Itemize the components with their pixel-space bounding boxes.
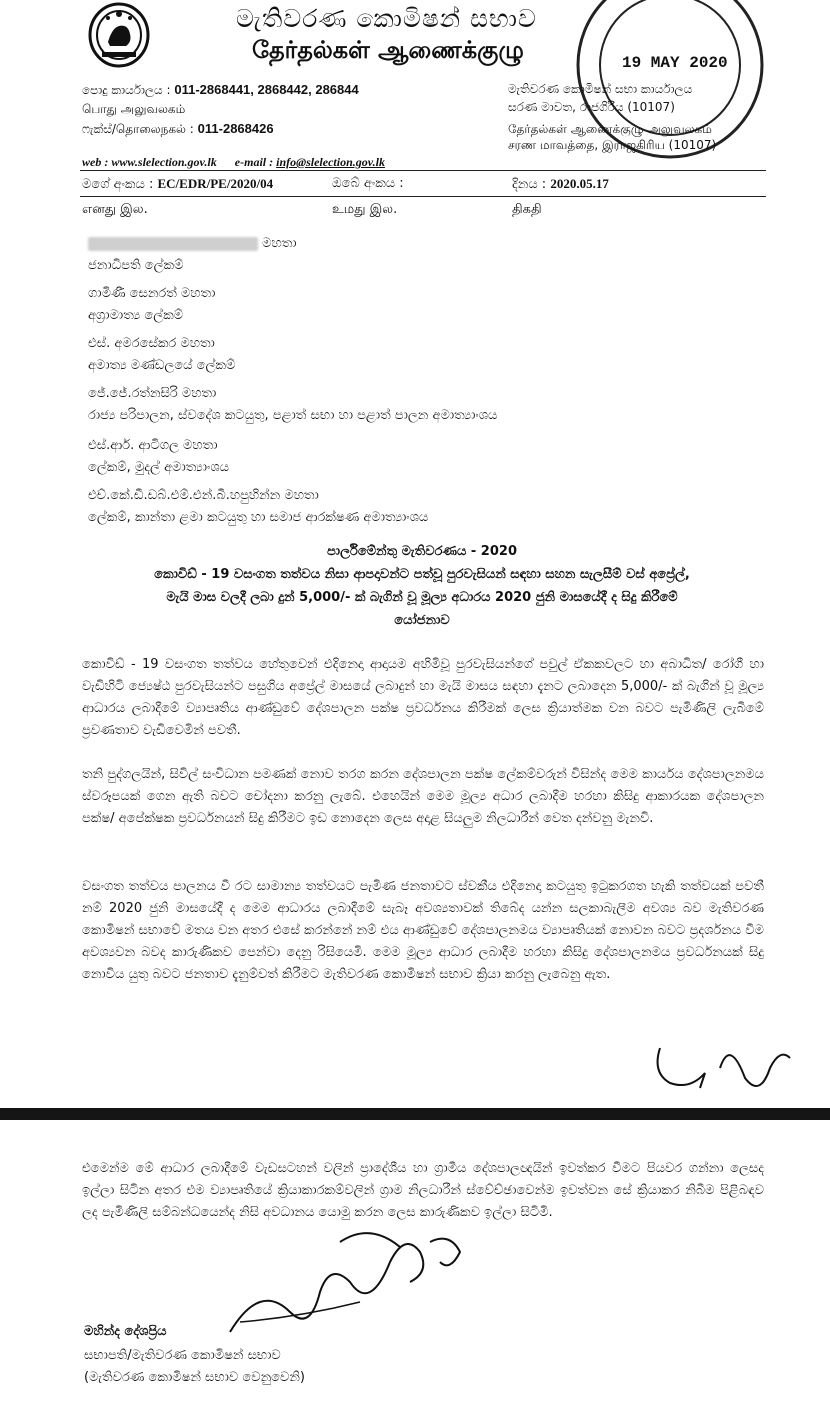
fax-number: 011-2868426 [197,121,274,136]
stamp-date: 19 MAY 2020 [622,54,728,72]
my-ref-value: EC/EDR/PE/2020/04 [157,176,274,191]
header-rule [80,170,766,171]
subject-block [82,540,762,632]
address-sinhala-1: මැතිවරණ කොමිෂන් සභා කාර්යාලය [508,82,693,96]
recipient-2-title: අග්‍රාමාත්‍ය ලේකම් [88,308,184,323]
web-email-line [82,155,385,170]
fax-label: ෆැක්ස්/தொலைநகல் : [82,122,194,136]
address-tamil-2: சரண மாவத்தை, இராஜகிரிய (10107) [508,138,717,152]
initials-signature [650,1028,800,1108]
phone-label-tamil: பொது அலுவலகம் [82,102,186,116]
recipient-6-name: එච්.කේ.ඩී.ඩබ්.එම්.එන්.බී.හපුහින්න මහතා [88,488,319,503]
your-ref-label-tamil: உமது இல. [332,202,398,217]
sri-lanka-emblem-icon [88,2,150,68]
phone-label: පොදු කාර්යාලය : [82,83,171,97]
date-label-tamil: திகதி [512,202,542,217]
recipient-3-title: අමාත්‍ය මණ්ඩලයේ ලේකම් [88,358,236,373]
recipient-5-name: එස්.ආර්. ආටිගල මහතා [88,438,218,453]
subject-line-2: කොවිඩ් - 19 වසංගත තත්වය නිසා ආපදාවන්ට පත්වූ පුරවැසියන් සඳහා සහන සැලසීම් වස් අප්‍රේල්, [154,567,690,582]
page-divider [0,1108,830,1120]
my-ref-label: මගේ අංකය : [82,177,154,192]
body-paragraph-4: එමෙන්ම මේ ආධාර ලබාදීමේ වැඩසටහන් වලින් ප්‍රාදේශීය හා ග්‍රාමීය දේශපාලඥයින් ඉවත්කර වීමට පියවර ගන්නා ලෙසද ඉල්ලා සිටින අතර එම ව්‍යාපෘතියේ ක්‍රියාකාරකම්වලින් ග්‍රාම නිලධාරීන් ස්වේච්ඡාවෙන්ම ඉවත්වන සේ ක්‍රියාකර නිබීම පිළිබඳව ලද පැමිණිලි සම්බන්ධයෙන්ද නිසි අවධානය යොමු කරන ලෙස කාරුණිකව ඉල්ලා සිටිමි. [82,1161,764,1220]
recipient-5-title: ලේකම්, මුදල් අමාත්‍යාංශය [88,460,229,475]
your-ref-label: ඔබේ අංකය : [332,176,404,191]
phone-numbers: 011-2868441, 2868442, 286844 [174,82,359,97]
signatory-position: සභාපති/මැතිවරණ කොමිෂන් සභාව [84,1348,281,1363]
recipient-1-title: ජනාධිපති ලේකම් [88,258,184,273]
email-link[interactable]: info@slelection.gov.lk [276,155,385,169]
ref-rule [80,196,766,197]
date [512,176,609,192]
redacted-name [88,237,258,251]
fax-block [82,121,274,138]
recipient-6-title: ලේකම්, කාන්තා ළමා කටයුතු හා සමාජ ආරක්ෂණ අමාත්‍යාංශය [88,510,429,525]
body-paragraph-1: කොවිඩ් - 19 වසංගත තත්වය හේතුවෙන් එදිනෙදා ආදායම අහිමිවූ පුරවැසියන්ගේ පවුල් ඒකකවලට හා අබාධිත/ රෝගී හා වැඩිහිටි ජ්‍යෙෂ්ඨ පුරවැසියන්ට පසුගිය අප්‍රේල් මාසයේ ලබාදුන් හා මැයි මාසය සඳහා දැනට ලබාදෙන 5,000/- ක් බැගින් වූ මූල්‍ය ආධාරය ලබාදීමේ ව්‍යාපෘතිය ආණ්ඩුවේ දේශපාලන පක්ෂ ප්‍රවර්ධනය කිරීමක් ලෙස ක්‍රියාත්මක වන බවට පැමිණිලි ලැබීමේ ප්‍රවණතාව වැඩිවෙමින් පවතී. [82,657,764,738]
commission-title-sinhala: මැතිවරණ කොමිෂන් සභාව [236,4,537,33]
web-url[interactable]: www.slelection.gov.lk [111,155,217,169]
address-sinhala-2: සරණ මාවත, රාජගිරිය (10107) [508,100,675,114]
address-tamil-1: தேர்தல்கள் ஆணைக்குழு அலுவலகம் [508,122,712,136]
recipient-3-name: එස්. අමරසේකර මහතා [88,336,215,351]
subject-line-4: යෝජනාව [394,613,450,628]
subject-line-3: මැයි මාස වලදී ලබා දුන් 5,000/- ක් බැගින් වූ මූල්‍ය අධාරය 2020 ජුනි මාසයේදී ද සිදු කිරීමේ [166,590,678,605]
signatory-name: මහින්ද දේශප්‍රිය [84,1324,167,1339]
date-label: දිනය : [512,177,547,192]
subject-line-1: පාර්ලිමේන්තු මැතිවරණය - 2020 [327,544,517,559]
web-label: web : [82,155,109,169]
handwritten-signature [200,1222,500,1342]
body-paragraph-2: තනි පුද්ගලයින්, සිවිල් සංවිධාන පමණක් නොව තරග කරන දේශපාලන පක්ෂ ලේකම්වරුන් විසින්ද මෙම කාර්යය දේශපාලනමය ස්වරූපයක් ගෙන ඇති බවට චෝදනා කරනු ලැබේ. එහෙයින් මෙම මූල්‍ය අධාර ලබාදීම හරහා කිසිදු ආකාරයක දේශපාලන පක්ෂ/ අපේක්ෂක ප්‍රවර්ධනයන් සිදු කිරීමට ඉඩ නොදෙන ලෙස අදාළ සියලුම නිලධාරීන් වෙත දන්වනු මැනවි. [82,767,764,826]
my-ref-label-tamil: எனது இல. [82,202,148,217]
my-ref [82,176,273,192]
commission-title-tamil: தேர்தல்கள் ஆணைக்குழு [252,36,524,64]
recipient-4-name: ජේ.ජේ.රත්නසිරි මහතා [88,386,217,401]
phone-block [82,82,359,98]
date-value: 2020.05.17 [550,176,609,191]
recipient-2-name: ගාමිණී සෙනරත් මහතා [88,286,216,301]
recipient-1-name: මහතා [88,236,297,251]
recipient-4-title: රාජ්‍ය පරිපාලන, ස්වදේශ කටයුතු, පළාත් සභා හා පළාත් පාලන අමාත්‍යාංශය [88,408,498,423]
signatory-on-behalf: (මැතිවරණ කොමිෂන් සභාව වෙනුවෙනි) [84,1370,305,1385]
email-label: e-mail : [234,155,274,169]
body-paragraph-3: වසංගත තත්වය පාලනය වී රට සාමාන්‍ය තත්වයට පැමිණ ජනතාවට ස්වකීය එදිනෙදා කටයුතු ඉටුකරගත හැකි තත්වයක් පවතී නම් 2020 ජුනි මාසයේදී ද මෙම ආධාරය ලබාදීමේ සැබෑ අවශ්‍යතාවක් තිබේද යන්න සලකාබැලීම අවශ්‍ය බව මැතිවරණ කොමිෂන් සභාවේ මතය වන අතර එසේ කරන්නේ නම් එය ආණ්ඩුවේ දේශපාලනමය ව්‍යාපෘතියක් නොවන බවට ප්‍රදර්ශනය වීම අවශ්‍යවන බවද කාරුණිකව පෙන්වා දෙනු රිසියෙමි. මෙම මූල්‍ය ආධාර ලබාදීම හරහා කිසිදු දේශපාලනමය ප්‍රවර්ධනයක් සිදු නොවිය යුතු බවට ජනතාව දැනුම්වත් කිරීමට මැතිවරණ කොමිෂන් සභාව ක්‍රියා කරනු ලැබෙනු ඇත. [82,879,764,982]
